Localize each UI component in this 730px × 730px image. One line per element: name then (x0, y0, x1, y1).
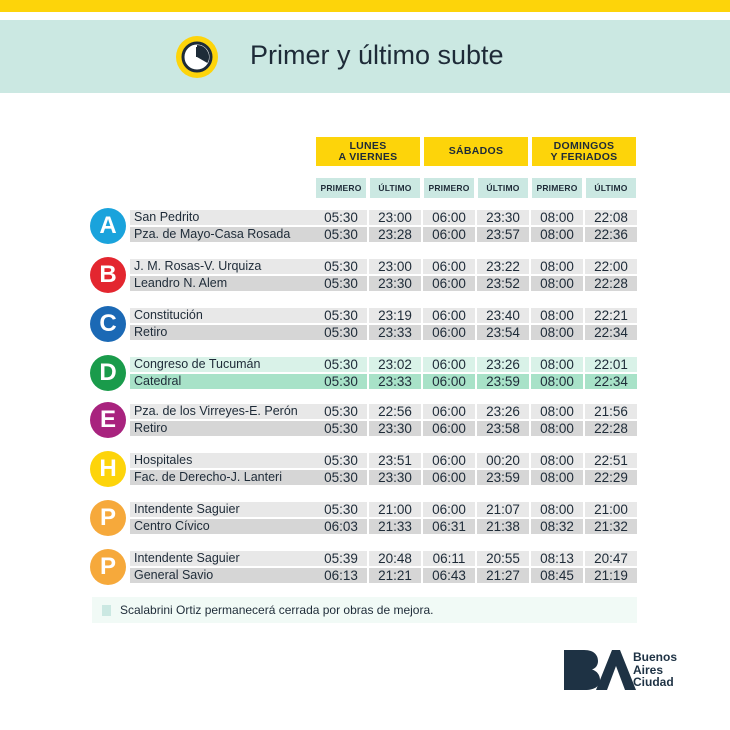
first-train-time: 05:30 (315, 502, 367, 517)
buenos-aires-logo (562, 648, 692, 692)
line-p-badge-icon: P (90, 549, 126, 585)
first-train-time: 08:00 (531, 276, 583, 291)
last-train-time: 23:28 (369, 227, 421, 242)
station-name: Retiro (130, 421, 353, 436)
line-e-badge-icon: E (90, 402, 126, 438)
last-train-time: 22:01 (585, 357, 637, 372)
last-train-time: 21:19 (585, 568, 637, 583)
station-name: Constitución (130, 308, 353, 323)
last-train-time: 22:36 (585, 227, 637, 242)
ultimo-column-header: ÚLTIMO (586, 178, 636, 198)
first-train-time: 05:30 (315, 374, 367, 389)
first-train-time: 05:30 (315, 357, 367, 372)
first-train-time: 06:43 (423, 568, 475, 583)
first-train-time: 05:30 (315, 227, 367, 242)
first-train-time: 06:00 (423, 259, 475, 274)
day-header-sabados (424, 137, 528, 166)
primero-column-header: PRIMERO (424, 178, 474, 198)
last-train-time: 23:59 (477, 374, 529, 389)
last-train-time: 00:20 (477, 453, 529, 468)
first-train-time: 08:00 (531, 404, 583, 419)
page-title: Primer y último subte (250, 40, 504, 70)
first-train-time: 06:00 (423, 308, 475, 323)
last-train-time: 23:30 (369, 421, 421, 436)
day-header-domingos-y-feriados (532, 137, 636, 166)
station-name: Retiro (130, 325, 353, 340)
line-b-badge-icon: B (90, 257, 126, 293)
first-train-time: 06:03 (315, 519, 367, 534)
station-name: J. M. Rosas-V. Urquiza (130, 259, 353, 274)
line-b-row (90, 257, 640, 293)
first-train-time: 05:30 (315, 276, 367, 291)
last-train-time: 22:28 (585, 421, 637, 436)
last-train-time: 20:48 (369, 551, 421, 566)
station-name: Congreso de Tucumán (130, 357, 353, 372)
first-train-time: 08:13 (531, 551, 583, 566)
line-e-row (90, 402, 640, 438)
first-train-time: 05:30 (315, 453, 367, 468)
last-train-time: 23:22 (477, 259, 529, 274)
first-train-time: 06:13 (315, 568, 367, 583)
legend-square-icon (102, 605, 111, 616)
last-train-time: 23:00 (369, 259, 421, 274)
station-name: Leandro N. Alem (130, 276, 353, 291)
ultimo-column-header: ÚLTIMO (370, 178, 420, 198)
last-train-time: 23:19 (369, 308, 421, 323)
first-train-time: 05:30 (315, 470, 367, 485)
last-train-time: 23:00 (369, 210, 421, 225)
primero-column-header: PRIMERO (316, 178, 366, 198)
first-train-time: 06:00 (423, 325, 475, 340)
last-train-time: 23:54 (477, 325, 529, 340)
station-name: Pza. de Mayo-Casa Rosada (130, 227, 353, 242)
line-p-row (90, 549, 640, 585)
first-train-time: 08:00 (531, 308, 583, 323)
station-name: General Savio (130, 568, 353, 583)
first-train-time: 08:00 (531, 227, 583, 242)
last-train-time: 22:08 (585, 210, 637, 225)
last-train-time: 23:33 (369, 325, 421, 340)
first-train-time: 08:00 (531, 470, 583, 485)
first-train-time: 06:00 (423, 374, 475, 389)
line-c-row (90, 306, 640, 342)
last-train-time: 21:32 (585, 519, 637, 534)
first-train-time: 06:00 (423, 404, 475, 419)
ba-logo-mark-icon (562, 648, 638, 692)
first-train-time: 06:31 (423, 519, 475, 534)
first-train-time: 06:00 (423, 276, 475, 291)
last-train-time: 22:00 (585, 259, 637, 274)
line-h-row (90, 451, 640, 487)
last-train-time: 22:28 (585, 276, 637, 291)
station-name: Centro Cívico (130, 519, 353, 534)
first-train-time: 08:00 (531, 502, 583, 517)
last-train-time: 20:55 (477, 551, 529, 566)
first-train-time: 06:00 (423, 502, 475, 517)
first-train-time: 05:30 (315, 259, 367, 274)
line-c-badge-icon: C (90, 306, 126, 342)
line-a-badge-icon: A (90, 208, 126, 244)
first-train-time: 08:00 (531, 357, 583, 372)
first-train-time: 05:30 (315, 325, 367, 340)
first-train-time: 06:00 (423, 227, 475, 242)
last-train-time: 21:38 (477, 519, 529, 534)
last-train-time: 22:34 (585, 325, 637, 340)
day-header-line-1: SÁBADOS (448, 145, 504, 157)
line-a-row (90, 208, 640, 244)
closure-note (92, 597, 637, 623)
last-train-time: 23:30 (369, 470, 421, 485)
primero-column-header: PRIMERO (532, 178, 582, 198)
first-train-time: 08:00 (531, 259, 583, 274)
last-train-time: 23:30 (369, 276, 421, 291)
station-name: Intendente Saguier (130, 502, 353, 517)
first-train-time: 08:45 (531, 568, 583, 583)
first-train-time: 06:00 (423, 210, 475, 225)
last-train-time: 23:30 (477, 210, 529, 225)
first-train-time: 05:30 (315, 421, 367, 436)
first-train-time: 08:00 (531, 325, 583, 340)
station-name: Intendente Saguier (130, 551, 353, 566)
last-train-time: 22:21 (585, 308, 637, 323)
last-train-time: 23:52 (477, 276, 529, 291)
first-train-time: 08:00 (531, 421, 583, 436)
logo-word-2: Aires (633, 662, 664, 677)
last-train-time: 22:51 (585, 453, 637, 468)
line-d-badge-icon: D (90, 355, 126, 391)
day-header-line-1: DOMINGOS (553, 139, 615, 152)
day-header-line-1: LUNES (349, 139, 387, 152)
last-train-time: 22:34 (585, 374, 637, 389)
last-train-time: 20:47 (585, 551, 637, 566)
ultimo-column-header: ÚLTIMO (478, 178, 528, 198)
last-train-time: 22:56 (369, 404, 421, 419)
first-train-time: 06:00 (423, 421, 475, 436)
first-train-time: 05:30 (315, 404, 367, 419)
station-name: Catedral (130, 374, 353, 389)
first-train-time: 08:00 (531, 453, 583, 468)
day-header-line-2: A VIERNES (338, 150, 398, 163)
first-train-time: 08:32 (531, 519, 583, 534)
logo-word-3: Ciudad (633, 675, 674, 689)
top-accent-bar (0, 0, 730, 12)
first-train-time: 05:30 (315, 308, 367, 323)
last-train-time: 21:21 (369, 568, 421, 583)
day-header-line-2: Y FERIADOS (550, 150, 618, 163)
line-p-row (90, 500, 640, 536)
last-train-time: 21:33 (369, 519, 421, 534)
first-train-time: 06:00 (423, 357, 475, 372)
last-train-time: 23:40 (477, 308, 529, 323)
last-train-time: 21:00 (585, 502, 637, 517)
line-d-row (90, 355, 640, 391)
day-header-lunes-a-viernes (316, 137, 420, 166)
last-train-time: 21:07 (477, 502, 529, 517)
first-train-time: 08:00 (531, 374, 583, 389)
closure-note-text: Scalabrini Ortiz permanecerá cerrada por obras de mejora. (120, 603, 434, 617)
station-name: Hospitales (130, 453, 353, 468)
station-name: Fac. de Derecho-J. Lanteri (130, 470, 353, 485)
first-train-time: 06:00 (423, 470, 475, 485)
first-train-time: 06:00 (423, 453, 475, 468)
station-name: San Pedrito (130, 210, 353, 225)
line-h-badge-icon: H (90, 451, 126, 487)
last-train-time: 23:33 (369, 374, 421, 389)
last-train-time: 23:02 (369, 357, 421, 372)
last-train-time: 23:26 (477, 357, 529, 372)
first-train-time: 08:00 (531, 210, 583, 225)
last-train-time: 23:51 (369, 453, 421, 468)
first-train-time: 05:39 (315, 551, 367, 566)
station-name: Pza. de los Virreyes-E. Perón (130, 404, 353, 419)
logo-word-1: Buenos (633, 650, 678, 664)
first-train-time: 05:30 (315, 210, 367, 225)
first-train-time: 06:11 (423, 551, 475, 566)
last-train-time: 23:26 (477, 404, 529, 419)
last-train-time: 21:00 (369, 502, 421, 517)
last-train-time: 22:29 (585, 470, 637, 485)
line-p-badge-icon: P (90, 500, 126, 536)
last-train-time: 21:56 (585, 404, 637, 419)
last-train-time: 23:59 (477, 470, 529, 485)
last-train-time: 23:57 (477, 227, 529, 242)
last-train-time: 21:27 (477, 568, 529, 583)
clock-icon (176, 36, 218, 78)
last-train-time: 23:58 (477, 421, 529, 436)
